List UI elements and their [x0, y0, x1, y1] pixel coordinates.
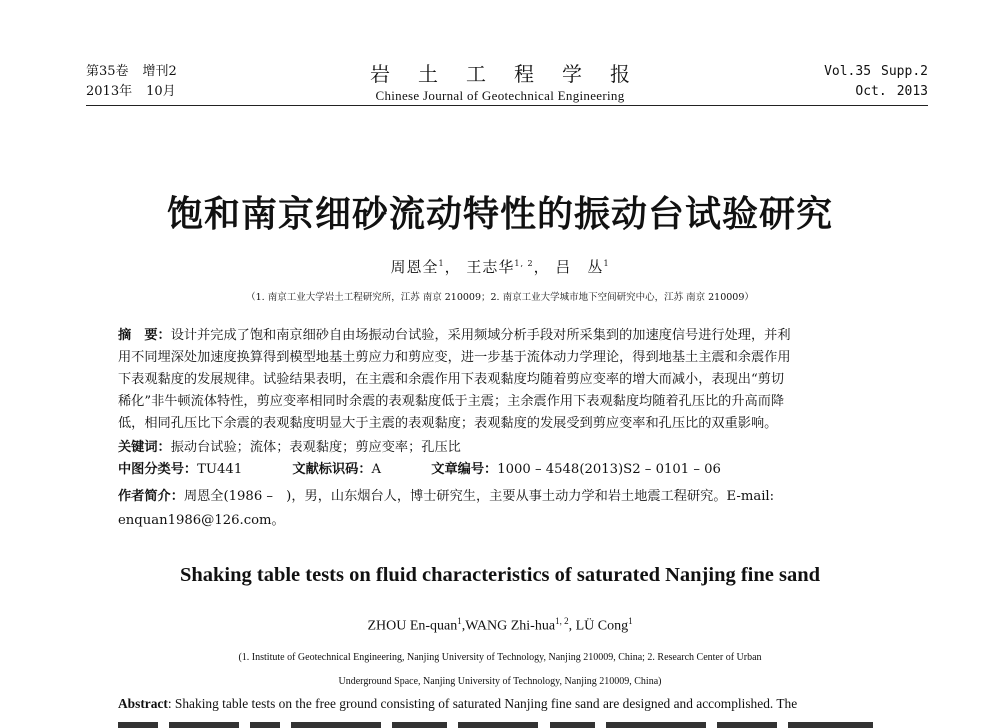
abstract-en-label: Abstract [118, 696, 168, 711]
year-cn: 2013年 [86, 84, 133, 99]
author-en-2-sup: 1, 2 [555, 616, 569, 626]
abstract-cn [118, 325, 898, 435]
author-en-1-sup: 1 [457, 616, 462, 626]
paper-title-cn: 饱和南京细砂流动特性的振动台试验研究 [166, 194, 833, 235]
cutoff-word [458, 722, 538, 728]
clc-value: TU441 [197, 462, 243, 477]
author-bio-label: 作者简介： [118, 489, 184, 504]
author-en-2: WANG Zhi-hua [465, 618, 556, 634]
keywords-cn-text: 振动台试验；流体；表观黏度；剪应变率；孔压比 [170, 440, 461, 455]
cutoff-word [250, 722, 280, 728]
journal-name-cn: 岩土工程学报 [370, 62, 658, 86]
classification-line [118, 459, 898, 481]
abstract-cn-line-5: 低，相同孔压比下余震的表观黏度明显大于主震的表观黏度；表观黏度的发展受到剪应变率和孔压比的双重影响。 [118, 416, 778, 431]
author-email: enquan1986@126.com。 [118, 513, 285, 528]
affiliation-cn: （1. 南京工业大学岩土工程研究所，江苏 南京 210009；2. 南京工业大学城市地下空间研究中心，江苏 南京 210009） [246, 292, 754, 303]
cutoff-word [291, 722, 381, 728]
cutoff-word [550, 722, 595, 728]
authors-en: ZHOU En-quan$^1$,WANG Zhi-hua$^{1, 2}$, LÜ Cong$^1$ [367, 616, 633, 634]
author-cn-2-sup: 1, 2 [514, 259, 534, 268]
affiliation-en-line-2: Underground Space, Nanjing University of Technology, Nanjing 210009, China) [338, 676, 662, 687]
abstract-en-text: : Shaking table tests on the free ground consisting of saturated Nanjing fine sand are designed and accomplished. The [167, 696, 798, 711]
clc-label: 中图分类号： [118, 462, 198, 477]
supp-cn: 增刊2 [142, 64, 177, 79]
affiliation-en [0, 646, 1000, 694]
article-number-item [431, 462, 721, 477]
abstract-cn-line-2: 用不同埋深处加速度换算得到模型地基土剪应力和剪应变，进一步基于流体动力学理论，得到地基土主震和余震作用 [118, 350, 791, 365]
cutoff-word [606, 722, 706, 728]
abstract-cn-line-1-text: 设计并完成了饱和南京细砂自由场振动台试验，采用频域分析手段对所采集到的加速度信号进行处理，并利 [170, 328, 791, 343]
author-bio [118, 485, 898, 533]
cutoff-word [788, 722, 873, 728]
journal-name-en: Chinese Journal of Geotechnical Engineering [375, 88, 625, 103]
authors-cn: 周恩全$^1$， 王志华$^{1, 2}$， 吕 丛$^1$ [390, 258, 610, 276]
author-cn-1-sup: 1 [438, 259, 445, 268]
author-cn-3: 吕 丛 [555, 258, 604, 276]
doc-code-label: 文献标识码： [292, 462, 372, 477]
abstract-cn-label: 摘 要： [118, 328, 171, 343]
paper-title-en: Shaking table tests on fluid characteristics of saturated Nanjing fine sand [179, 564, 821, 586]
cutoff-word [118, 722, 158, 728]
author-cn-3-sup: 1 [603, 259, 610, 268]
doc-code-value: A [371, 462, 382, 477]
author-en-3-sup: 1 [628, 616, 633, 626]
author-en-1: ZHOU En-quan [367, 618, 458, 634]
abstract-cn-line-3: 下表观黏度的发展规律。试验结果表明，在主震和余震作用下表观黏度均随着剪应变率的增大而减小，表现出“剪切 [118, 372, 785, 387]
cutoff-word [717, 722, 777, 728]
author-en-3: LÜ Cong [575, 618, 629, 634]
article-number-value: 1000 – 4548(2013)S2 – 0101 – 06 [497, 462, 721, 477]
volume-cn: 第35卷 [86, 64, 129, 79]
author-bio-text: 周恩全(1986 – )，男，山东烟台人，博士研究生，主要从事土动力学和岩土地震工程研究。E-mail: [183, 489, 775, 504]
abstract-cn-line-4: 稀化”非牛顿流体特性，剪应变率相同时余震的表观黏度低于主震；主余震作用下表观黏度均随着孔压比的升高而降 [118, 394, 785, 409]
author-cn-1: 周恩全 [390, 258, 439, 276]
clc-item [118, 462, 242, 477]
month-en: Oct. [855, 84, 887, 99]
cutoff-word [392, 722, 447, 728]
cutoff-word [169, 722, 239, 728]
doc-code-item [292, 462, 381, 477]
affiliation-en-line-1: (1. Institute of Geotechnical Engineering, Nanjing University of Technology, Nanjing 210009, China; 2. Research Center of Urban [238, 652, 762, 663]
abstract-en-cutoff-line [118, 716, 898, 728]
abstract-en [118, 694, 898, 714]
vol-en: Vol.35 [824, 64, 872, 79]
author-cn-2: 王志华 [466, 258, 515, 276]
header-right [814, 62, 928, 102]
supp-en: Supp.2 [881, 64, 928, 79]
year-en: 2013 [896, 84, 928, 99]
article-number-label: 文章编号： [431, 462, 498, 477]
header-rule [86, 105, 928, 106]
keywords-cn-label: 关键词： [118, 440, 171, 455]
keywords-cn [118, 437, 898, 459]
abstract-cn-line-1 [118, 325, 898, 347]
month-cn: 10月 [146, 84, 176, 99]
